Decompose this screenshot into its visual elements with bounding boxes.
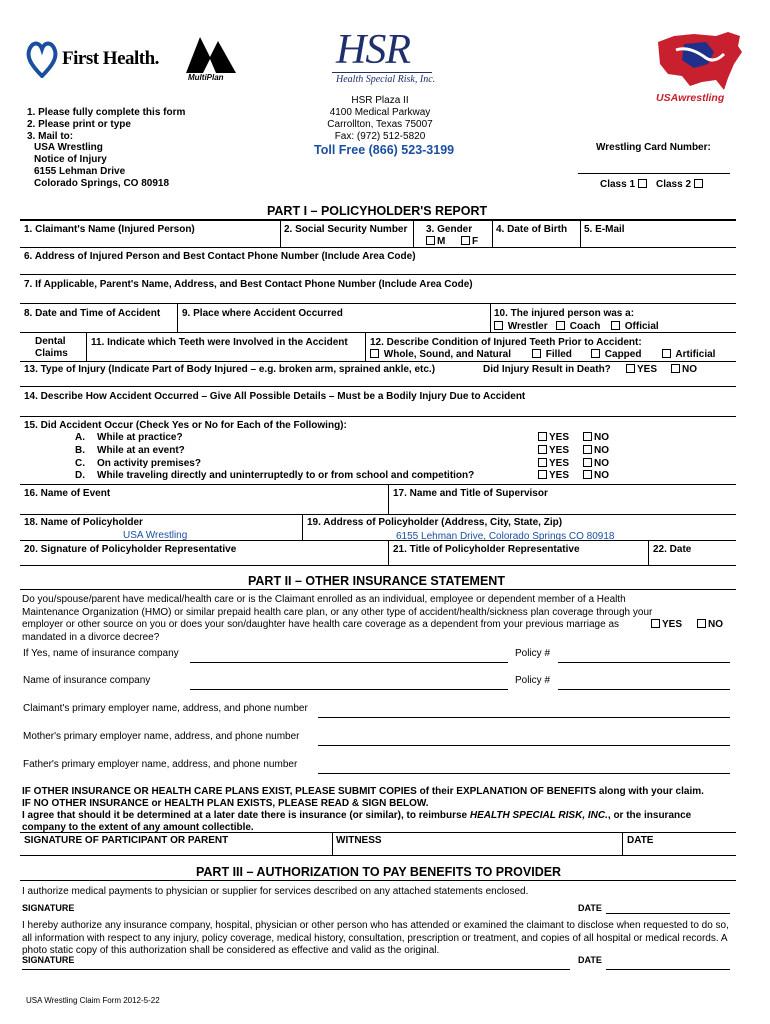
instruction-line: 1. Please fully complete this form — [27, 107, 186, 118]
policyholder-address-value[interactable]: 6155 Lehman Drive, Colorado Springs CO 80918 — [396, 531, 615, 542]
injury-type-label: 13. Type of Injury (Indicate Part of Body Injured – e.g. broken arm, sprained ankle, etc.) — [24, 364, 436, 375]
date-2-line[interactable] — [606, 969, 730, 970]
injured-address-label: 6. Address of Injured Person and Best Contact Phone Number (Include Area Code) — [24, 251, 416, 262]
insurance-company-2-line[interactable] — [190, 689, 508, 690]
mother-employer-label: Mother's primary employer name, address, and phone number — [23, 731, 300, 742]
class-1-checkbox[interactable] — [638, 179, 647, 188]
class-2-checkbox[interactable] — [694, 179, 703, 188]
signature-2-line[interactable] — [22, 969, 570, 970]
coach-checkbox[interactable] — [556, 321, 565, 330]
coach-option[interactable]: Coach — [556, 321, 600, 332]
death-yes-option[interactable]: YES — [626, 364, 657, 375]
address-line: Carrollton, Texas 75007 — [327, 119, 433, 130]
teeth-condition-label: 12. Describe Condition of Injured Teeth Prior to Accident: — [370, 337, 642, 348]
capped-option[interactable]: Capped — [591, 349, 641, 360]
dob-label: 4. Date of Birth — [496, 224, 568, 235]
gender-male-option[interactable]: M — [426, 236, 445, 247]
policy-2-line[interactable] — [558, 689, 730, 690]
multiplan-wordmark: MultiPlan — [188, 73, 224, 82]
q15-answer-row[interactable]: YES NO — [538, 432, 609, 445]
filled-option[interactable]: Filled — [532, 349, 572, 360]
part3-title: PART III – AUTHORIZATION TO PAY BENEFITS TO PROVIDER — [196, 865, 562, 879]
death-no-checkbox[interactable] — [671, 364, 680, 373]
artificial-checkbox[interactable] — [662, 349, 671, 358]
male-checkbox[interactable] — [426, 236, 435, 245]
q15-item: A. While at practice? — [75, 432, 183, 443]
card-number-label: Wrestling Card Number: — [596, 142, 711, 153]
death-no-option[interactable]: NO — [671, 364, 697, 375]
participant-date-label: DATE — [627, 835, 654, 846]
accident-datetime-label: 8. Date and Time of Accident — [24, 308, 161, 319]
date-1-label: DATE — [578, 903, 602, 913]
other-insurance-no-checkbox[interactable] — [697, 619, 706, 628]
instruction-line: Colorado Springs, CO 80918 — [34, 177, 170, 189]
instruction-line: 6155 Lehman Drive — [34, 165, 126, 177]
insurance-company-2-label: Name of insurance company — [23, 675, 151, 686]
class-2-option[interactable]: Class 2 — [656, 179, 705, 190]
ssn-label: 2. Social Security Number — [284, 224, 408, 235]
instruction-line: USA Wrestling — [34, 142, 103, 154]
address-line: 4100 Medical Parkway — [329, 107, 431, 118]
hsr-wordmark: HSR — [336, 27, 410, 73]
us-map-icon — [654, 30, 744, 92]
signature-rep-label: 20. Signature of Policyholder Representative — [24, 544, 237, 555]
q15-answer-row[interactable]: YES NO — [538, 458, 609, 471]
policyholder-name-value[interactable]: USA Wrestling — [123, 530, 188, 541]
parent-address-label: 7. If Applicable, Parent's Name, Address, and Best Contact Phone Number (Include Area Code) — [24, 279, 473, 290]
father-employer-label: Father's primary employer name, address, and phone number — [23, 759, 298, 770]
event-name-label: 16. Name of Event — [24, 488, 111, 499]
instruction-line: 3. Mail to: — [27, 130, 74, 142]
witness-label: WITNESS — [336, 835, 382, 846]
sound-option[interactable]: Whole, Sound, and Natural — [370, 349, 511, 360]
other-insurance-yes-checkbox[interactable] — [651, 619, 660, 628]
capped-checkbox[interactable] — [591, 349, 600, 358]
q15-answer-row[interactable]: YES NO — [538, 470, 609, 483]
hsr-rule — [332, 72, 432, 73]
q15-list — [75, 432, 474, 483]
q15-answer-row[interactable]: YES NO — [538, 445, 609, 458]
usa-wrestling-logo — [654, 30, 746, 108]
sound-checkbox[interactable] — [370, 349, 379, 358]
other-insurance-no-option[interactable]: NO — [697, 619, 723, 630]
insurance-company-1-label: If Yes, name of insurance company — [23, 648, 179, 659]
policy-2-label: Policy # — [515, 675, 551, 686]
wrestler-checkbox[interactable] — [494, 321, 503, 330]
father-employer-line[interactable] — [318, 773, 730, 774]
instruction-line: Notice of Injury — [34, 154, 107, 166]
other-insurance-intro: Do you/spouse/parent have medical/health care or is the Claimant enrolled as an individual, employee or dependent member of a Health Maintenance Organization (HMO) or similar prepaid health care plan, or any other type of accident/health/sickness plan coverage through your employer or other source on you or does your son/daughter have health care coverage as a dependent from your previous marriage as mandated in a divorce decree? — [22, 594, 653, 643]
hsr-tagline: Health Special Risk, Inc. — [336, 74, 436, 85]
policy-1-label: Policy # — [515, 648, 551, 659]
other-insurance-yes-option[interactable]: YES — [651, 619, 682, 630]
injured-person-type-label: 10. The injured person was a: — [494, 308, 635, 319]
address-line: HSR Plaza II — [351, 95, 409, 106]
part1-title: PART I – POLICYHOLDER'S REPORT — [267, 204, 488, 218]
instruction-line: 2. Please print or type — [27, 118, 131, 130]
authorize-disclose-text: I hereby authorize any insurance company, hospital, physician or other person who has attended or examined the claimant to disclose when requested to do so, all information with respect to any injury, policy coverage, medical history, consultation, prescription or treatment, and copies of all hospital or medical records. A photo static copy of this authorization shall be considered as effective and valid as the original. — [22, 920, 729, 956]
signature-2-label: SIGNATURE — [22, 955, 75, 965]
email-label: 5. E-Mail — [584, 224, 625, 235]
participant-signature-label: SIGNATURE OF PARTICIPANT OR PARENT — [24, 835, 229, 846]
card-number-line[interactable] — [578, 173, 730, 174]
date-1-line[interactable] — [606, 913, 730, 914]
gender-label: 3. Gender — [426, 224, 473, 235]
policy-1-line[interactable] — [558, 662, 730, 663]
death-yes-checkbox[interactable] — [626, 364, 635, 373]
supervisor-label: 17. Name and Title of Supervisor — [393, 488, 548, 499]
death-question: Did Injury Result in Death? — [483, 364, 611, 375]
first-health-wordmark: First Health. — [62, 48, 159, 69]
gender-female-option[interactable]: F — [461, 236, 478, 247]
other-insurance-notice: IF OTHER INSURANCE OR HEALTH CARE PLANS EXIST, PLEASE SUBMIT COPIES of their EXPLANATION OF BENEFITS along with your claim. IF NO OTHER INSURANCE or HEALTH PLAN EXISTS, PLEASE READ & SIGN BELOW. I agree that should it be determined at a later date there is insurance (or similar), to reimburse HEALTH SPECIAL RISK, INC., or the insurance company to the extent of any amount collectible. — [22, 786, 704, 833]
q15-answers — [538, 432, 609, 483]
accident-occur-label: 15. Did Accident Occur (Check Yes or No for Each of the Following): — [24, 420, 347, 431]
part2-title: PART II – OTHER INSURANCE STATEMENT — [248, 574, 505, 588]
q15-item: D. While traveling directly and uninterruptedly to or from school and competition? — [75, 470, 475, 482]
official-checkbox[interactable] — [611, 321, 620, 330]
toll-free-number: Toll Free (866) 523-3199 — [314, 143, 455, 157]
date-rep-label: 22. Date — [653, 544, 692, 555]
address-line: Fax: (972) 512-5820 — [334, 131, 426, 142]
policyholder-name-label: 18. Name of Policyholder — [24, 517, 143, 528]
instructions-block — [27, 107, 185, 190]
q15-item: C. On activity premises? — [75, 457, 201, 469]
accident-place-label: 9. Place where Accident Occurred — [182, 308, 343, 319]
claimant-employer-label: Claimant's primary employer name, address, and phone number — [23, 703, 308, 714]
signature-1-label: SIGNATURE — [22, 903, 75, 913]
date-2-label: DATE — [578, 955, 602, 965]
wrestler-option[interactable]: Wrestler — [494, 321, 548, 332]
policyholder-address-label: 19. Address of Policyholder (Address, City, State, Zip) — [307, 517, 563, 528]
title-rep-label: 21. Title of Policyholder Representative — [393, 544, 580, 555]
official-option[interactable]: Official — [611, 321, 659, 332]
hsr-logo — [330, 27, 436, 88]
insurance-company-1-line[interactable] — [190, 662, 508, 663]
artificial-option[interactable]: Artificial — [662, 349, 715, 360]
dental-claims-label: Dental Claims — [35, 336, 68, 359]
claimant-name-label: 1. Claimant's Name (Injured Person) — [24, 224, 195, 235]
multiplan-mountain-icon — [186, 33, 236, 73]
accident-description-label: 14. Describe How Accident Occurred – Give All Possible Details – Must be a Bodily Injury Due to Accident — [24, 391, 526, 402]
part1-top-rule — [20, 219, 736, 221]
multiplan-logo — [186, 33, 236, 85]
form-footer: USA Wrestling Claim Form 2012-5-22 — [26, 996, 160, 1005]
teeth-involved-label: 11. Indicate which Teeth were Involved in the Accident — [91, 337, 348, 348]
heart-icon — [26, 40, 58, 78]
class-1-option[interactable]: Class 1 — [600, 179, 649, 190]
mother-employer-line[interactable] — [318, 745, 730, 746]
q15-item: B. While at an event? — [75, 444, 185, 456]
hsr-address — [300, 95, 460, 143]
claimant-employer-line[interactable] — [318, 717, 730, 718]
usa-wrestling-wordmark: USAwrestling — [656, 92, 725, 104]
female-checkbox[interactable] — [461, 236, 470, 245]
filled-checkbox[interactable] — [532, 349, 541, 358]
authorize-payment-text: I authorize medical payments to physician or supplier for services described on any attached statements enclosed. — [22, 886, 529, 897]
